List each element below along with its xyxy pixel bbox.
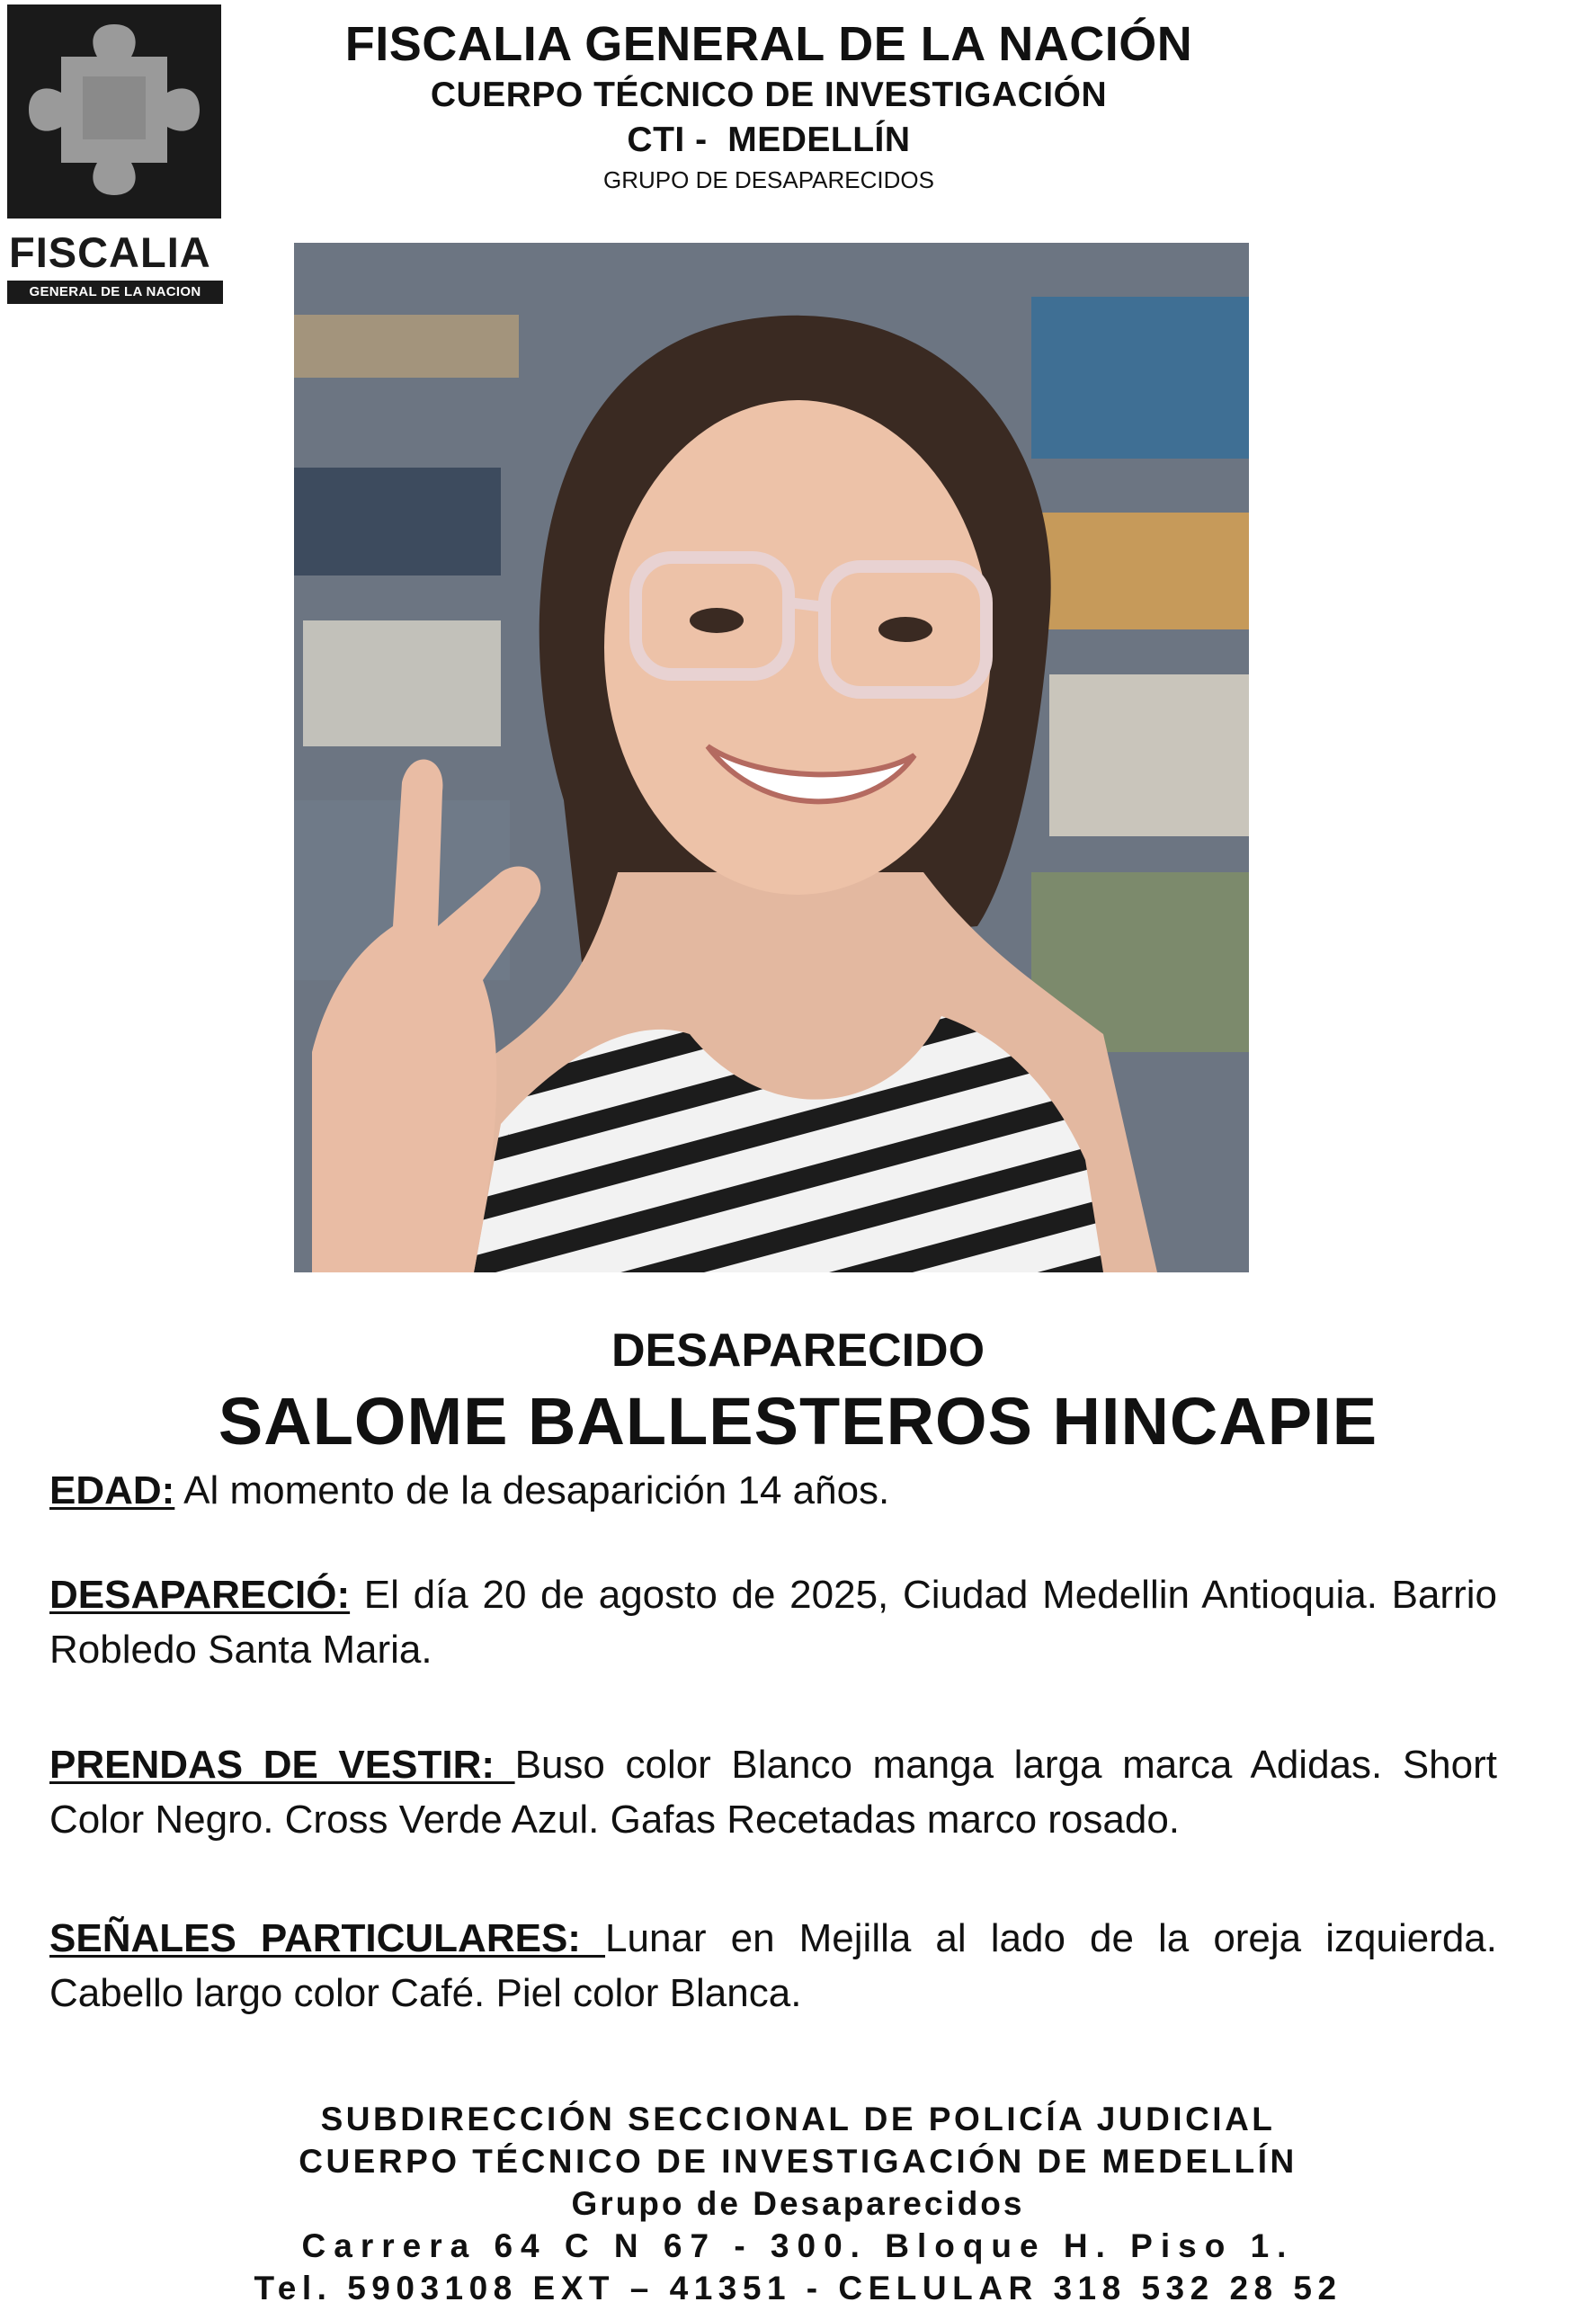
marks-paragraph bbox=[49, 1911, 1497, 2021]
missing-text: El día 20 de agosto de 2025, Ciudad Medellin Antioquia. Barrio Robledo Santa Maria. bbox=[49, 1573, 1497, 1672]
status-heading: DESAPARECIDO bbox=[611, 1325, 985, 1377]
footer-phone: Tel. 5903108 EXT – 41351 - CELULAR 318 532 28 52 bbox=[254, 2270, 1342, 2302]
logo-subtitle: GENERAL DE LA NACION bbox=[7, 281, 223, 304]
missing-paragraph bbox=[49, 1567, 1497, 1677]
missing-label: DESAPARECIÓ: bbox=[49, 1573, 351, 1617]
footer-line-1: SUBDIRECCIÓN SECCIONAL DE POLICÍA JUDICIAL bbox=[320, 2101, 1276, 2137]
clothes-paragraph bbox=[49, 1737, 1497, 1847]
age-paragraph bbox=[49, 1463, 1497, 1518]
marks-text: Lunar en Mejilla al lado de la oreja izquierda. Cabello largo color Café. Piel color Blanca. bbox=[49, 1916, 1498, 2015]
clothes-text: Buso color Blanco manga larga marca Adidas. Short Color Negro. Cross Verde Azul. Gafas Recetadas marco rosado. bbox=[49, 1743, 1497, 1842]
age-text: Al momento de la desaparición 14 años. bbox=[174, 1468, 890, 1512]
header-line-2: CUERPO TÉCNICO DE INVESTIGACIÓN bbox=[430, 76, 1108, 114]
footer-line-3: Grupo de Desaparecidos bbox=[571, 2185, 1025, 2222]
logo-wordmark: FISCALIA bbox=[9, 228, 211, 276]
header-title: FISCALIA GENERAL DE LA NACIÓN bbox=[344, 17, 1193, 71]
missing-person-photo bbox=[294, 243, 1249, 1272]
age-label: EDAD: bbox=[49, 1468, 175, 1512]
footer-line-2: CUERPO TÉCNICO DE INVESTIGACIÓN DE MEDELLÍN bbox=[299, 2143, 1297, 2180]
footer-address: Carrera 64 C N 67 - 300. Bloque H. Piso 1. bbox=[301, 2227, 1295, 2264]
marks-label: SEÑALES PARTICULARES: bbox=[49, 1916, 606, 1960]
clothes-label: PRENDAS DE VESTIR: bbox=[49, 1743, 515, 1787]
person-name: SALOME BALLESTEROS HINCAPIE bbox=[218, 1384, 1378, 1459]
fiscalia-logo bbox=[7, 4, 223, 301]
header-line-4: GRUPO DE DESAPARECIDOS bbox=[603, 166, 934, 193]
header-line-3: CTI - MEDELLÍN bbox=[627, 120, 911, 159]
puzzle-piece-icon bbox=[7, 4, 221, 219]
